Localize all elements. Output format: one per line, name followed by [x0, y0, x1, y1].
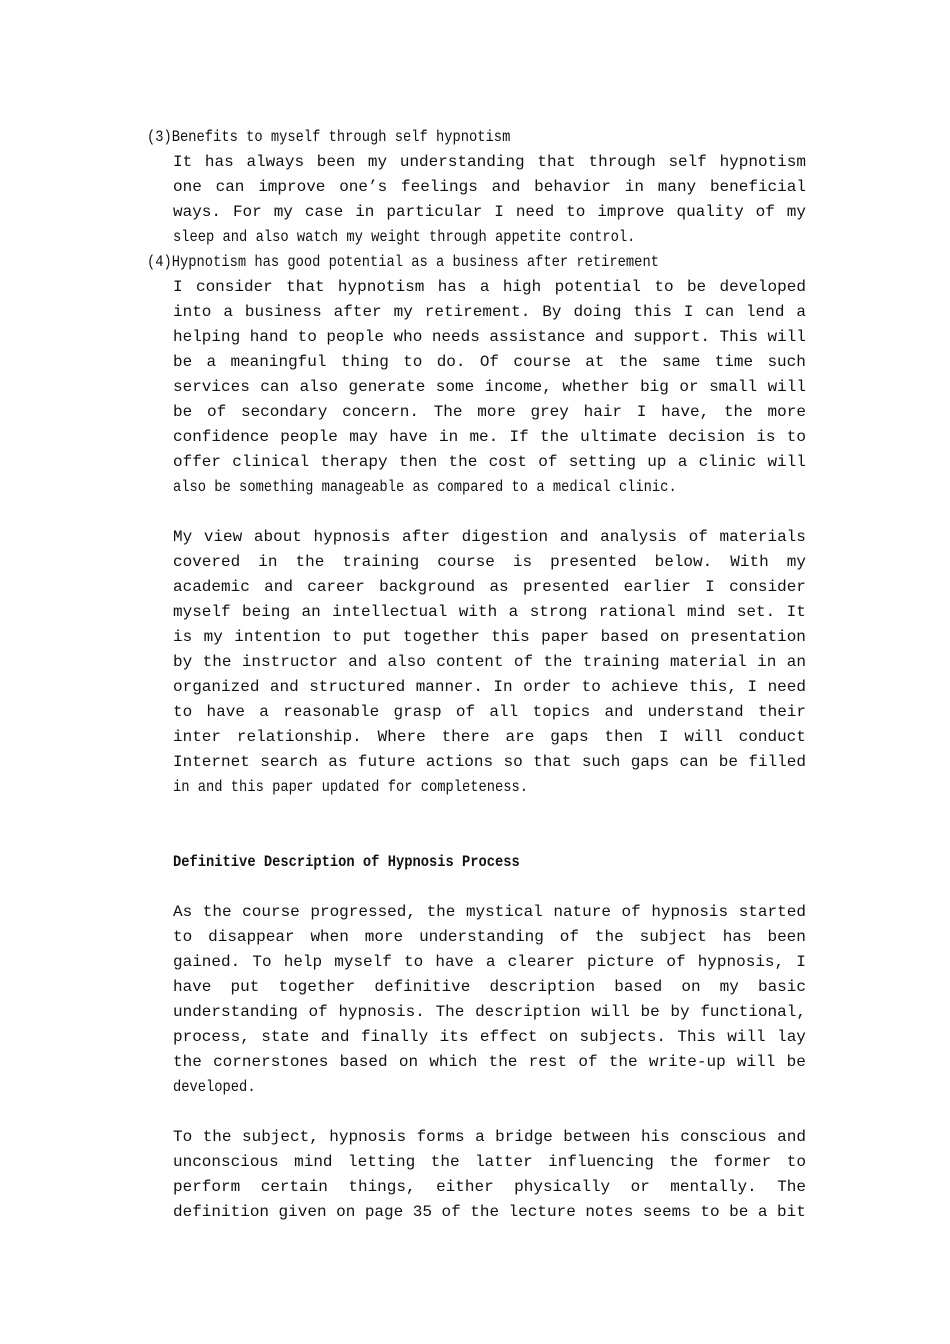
- text-line: [0, 525, 950, 550]
- text-line: [0, 225, 950, 250]
- line-text: offer clinical therapy then the cost of setting up a clinic will: [173, 453, 806, 471]
- line-text: Internet search as future actions so that such gaps can be filled: [173, 753, 806, 771]
- blank-line: [0, 500, 950, 525]
- line-text: to have a reasonable grasp of all topics and understand their: [173, 703, 806, 721]
- line-text: in and this paper updated for completeness.: [173, 778, 529, 796]
- line-text: covered in the training course is presented below. With my: [173, 553, 806, 571]
- text-line: [0, 150, 950, 175]
- blank-line: [0, 875, 950, 900]
- line-text: services can also generate some income, whether big or small will: [173, 378, 806, 396]
- line-text: My view about hypnosis after digestion and analysis of materials: [173, 528, 806, 546]
- line-text: developed.: [173, 1078, 256, 1096]
- line-text: understanding of hypnosis. The description will be by functional,: [173, 1003, 806, 1021]
- text-line: [0, 275, 950, 300]
- text-line: [0, 1125, 950, 1150]
- text-line: [0, 950, 950, 975]
- list-item-heading: [0, 250, 950, 275]
- text-line: [0, 900, 950, 925]
- line-text: To the subject, hypnosis forms a bridge between his conscious and: [173, 1128, 806, 1146]
- text-line: [0, 550, 950, 575]
- text-line: [0, 1150, 950, 1175]
- line-text: confidence people may have in me. If the ultimate decision is to: [173, 428, 806, 446]
- section-heading: [0, 850, 950, 875]
- line-text: perform certain things, either physically or mentally. The: [173, 1178, 806, 1196]
- line-text: one can improve one’s feelings and behavior in many beneficial: [173, 178, 806, 196]
- document-page: [0, 125, 950, 1225]
- text-line: [0, 350, 950, 375]
- line-text: also be something manageable as compared to a medical clinic.: [173, 478, 677, 496]
- text-line: [0, 475, 950, 500]
- line-text: Definitive Description of Hypnosis Process: [173, 853, 520, 871]
- text-line: [0, 750, 950, 775]
- text-line: [0, 400, 950, 425]
- text-line: [0, 325, 950, 350]
- text-line: [0, 450, 950, 475]
- line-text: the cornerstones based on which the rest of the write-up will be: [173, 1053, 806, 1071]
- text-line: [0, 300, 950, 325]
- line-text: academic and career background as presented earlier I consider: [173, 578, 806, 596]
- line-text: ways. For my case in particular I need to improve quality of my: [173, 203, 806, 221]
- list-item-heading: [0, 125, 950, 150]
- line-text: inter relationship. Where there are gaps then I will conduct: [173, 728, 806, 746]
- line-text: is my intention to put together this paper based on presentation: [173, 628, 806, 646]
- line-text: (3)Benefits to myself through self hypnotism: [147, 128, 511, 146]
- text-line: [0, 625, 950, 650]
- line-text: organized and structured manner. In order to achieve this, I need: [173, 678, 806, 696]
- text-line: [0, 200, 950, 225]
- line-text: gained. To help myself to have a clearer picture of hypnosis, I: [173, 953, 806, 971]
- line-text: by the instructor and also content of the training material in an: [173, 653, 806, 671]
- line-text: to disappear when more understanding of the subject has been: [173, 928, 806, 946]
- text-line: [0, 700, 950, 725]
- text-line: [0, 425, 950, 450]
- line-text: definition given on page 35 of the lecture notes seems to be a bit: [173, 1203, 806, 1221]
- line-text: As the course progressed, the mystical nature of hypnosis started: [173, 903, 806, 921]
- line-text: It has always been my understanding that through self hypnotism: [173, 153, 806, 171]
- blank-line: [0, 825, 950, 850]
- text-line: [0, 575, 950, 600]
- text-line: [0, 600, 950, 625]
- text-line: [0, 725, 950, 750]
- line-text: unconscious mind letting the latter influencing the former to: [173, 1153, 806, 1171]
- blank-line: [0, 800, 950, 825]
- line-text: have put together definitive description based on my basic: [173, 978, 806, 996]
- line-text: sleep and also watch my weight through appetite control.: [173, 228, 636, 246]
- line-text: be of secondary concern. The more grey hair I have, the more: [173, 403, 806, 421]
- text-line: [0, 650, 950, 675]
- blank-line: [0, 1100, 950, 1125]
- line-text: myself being an intellectual with a strong rational mind set. It: [173, 603, 806, 621]
- text-line: [0, 1175, 950, 1200]
- text-line: [0, 775, 950, 800]
- text-line: [0, 925, 950, 950]
- line-text: be a meaningful thing to do. Of course at the same time such: [173, 353, 806, 371]
- line-text: into a business after my retirement. By doing this I can lend a: [173, 303, 806, 321]
- text-line: [0, 1075, 950, 1100]
- text-line: [0, 1000, 950, 1025]
- text-line: [0, 375, 950, 400]
- text-line: [0, 175, 950, 200]
- text-line: [0, 1025, 950, 1050]
- text-line: [0, 975, 950, 1000]
- text-line: [0, 1050, 950, 1075]
- text-line: [0, 1200, 950, 1225]
- text-line: [0, 675, 950, 700]
- line-text: (4)Hypnotism has good potential as a business after retirement: [147, 253, 659, 271]
- line-text: I consider that hypnotism has a high potential to be developed: [173, 278, 806, 296]
- line-text: process, state and finally its effect on subjects. This will lay: [173, 1028, 806, 1046]
- line-text: helping hand to people who needs assistance and support. This will: [173, 328, 806, 346]
